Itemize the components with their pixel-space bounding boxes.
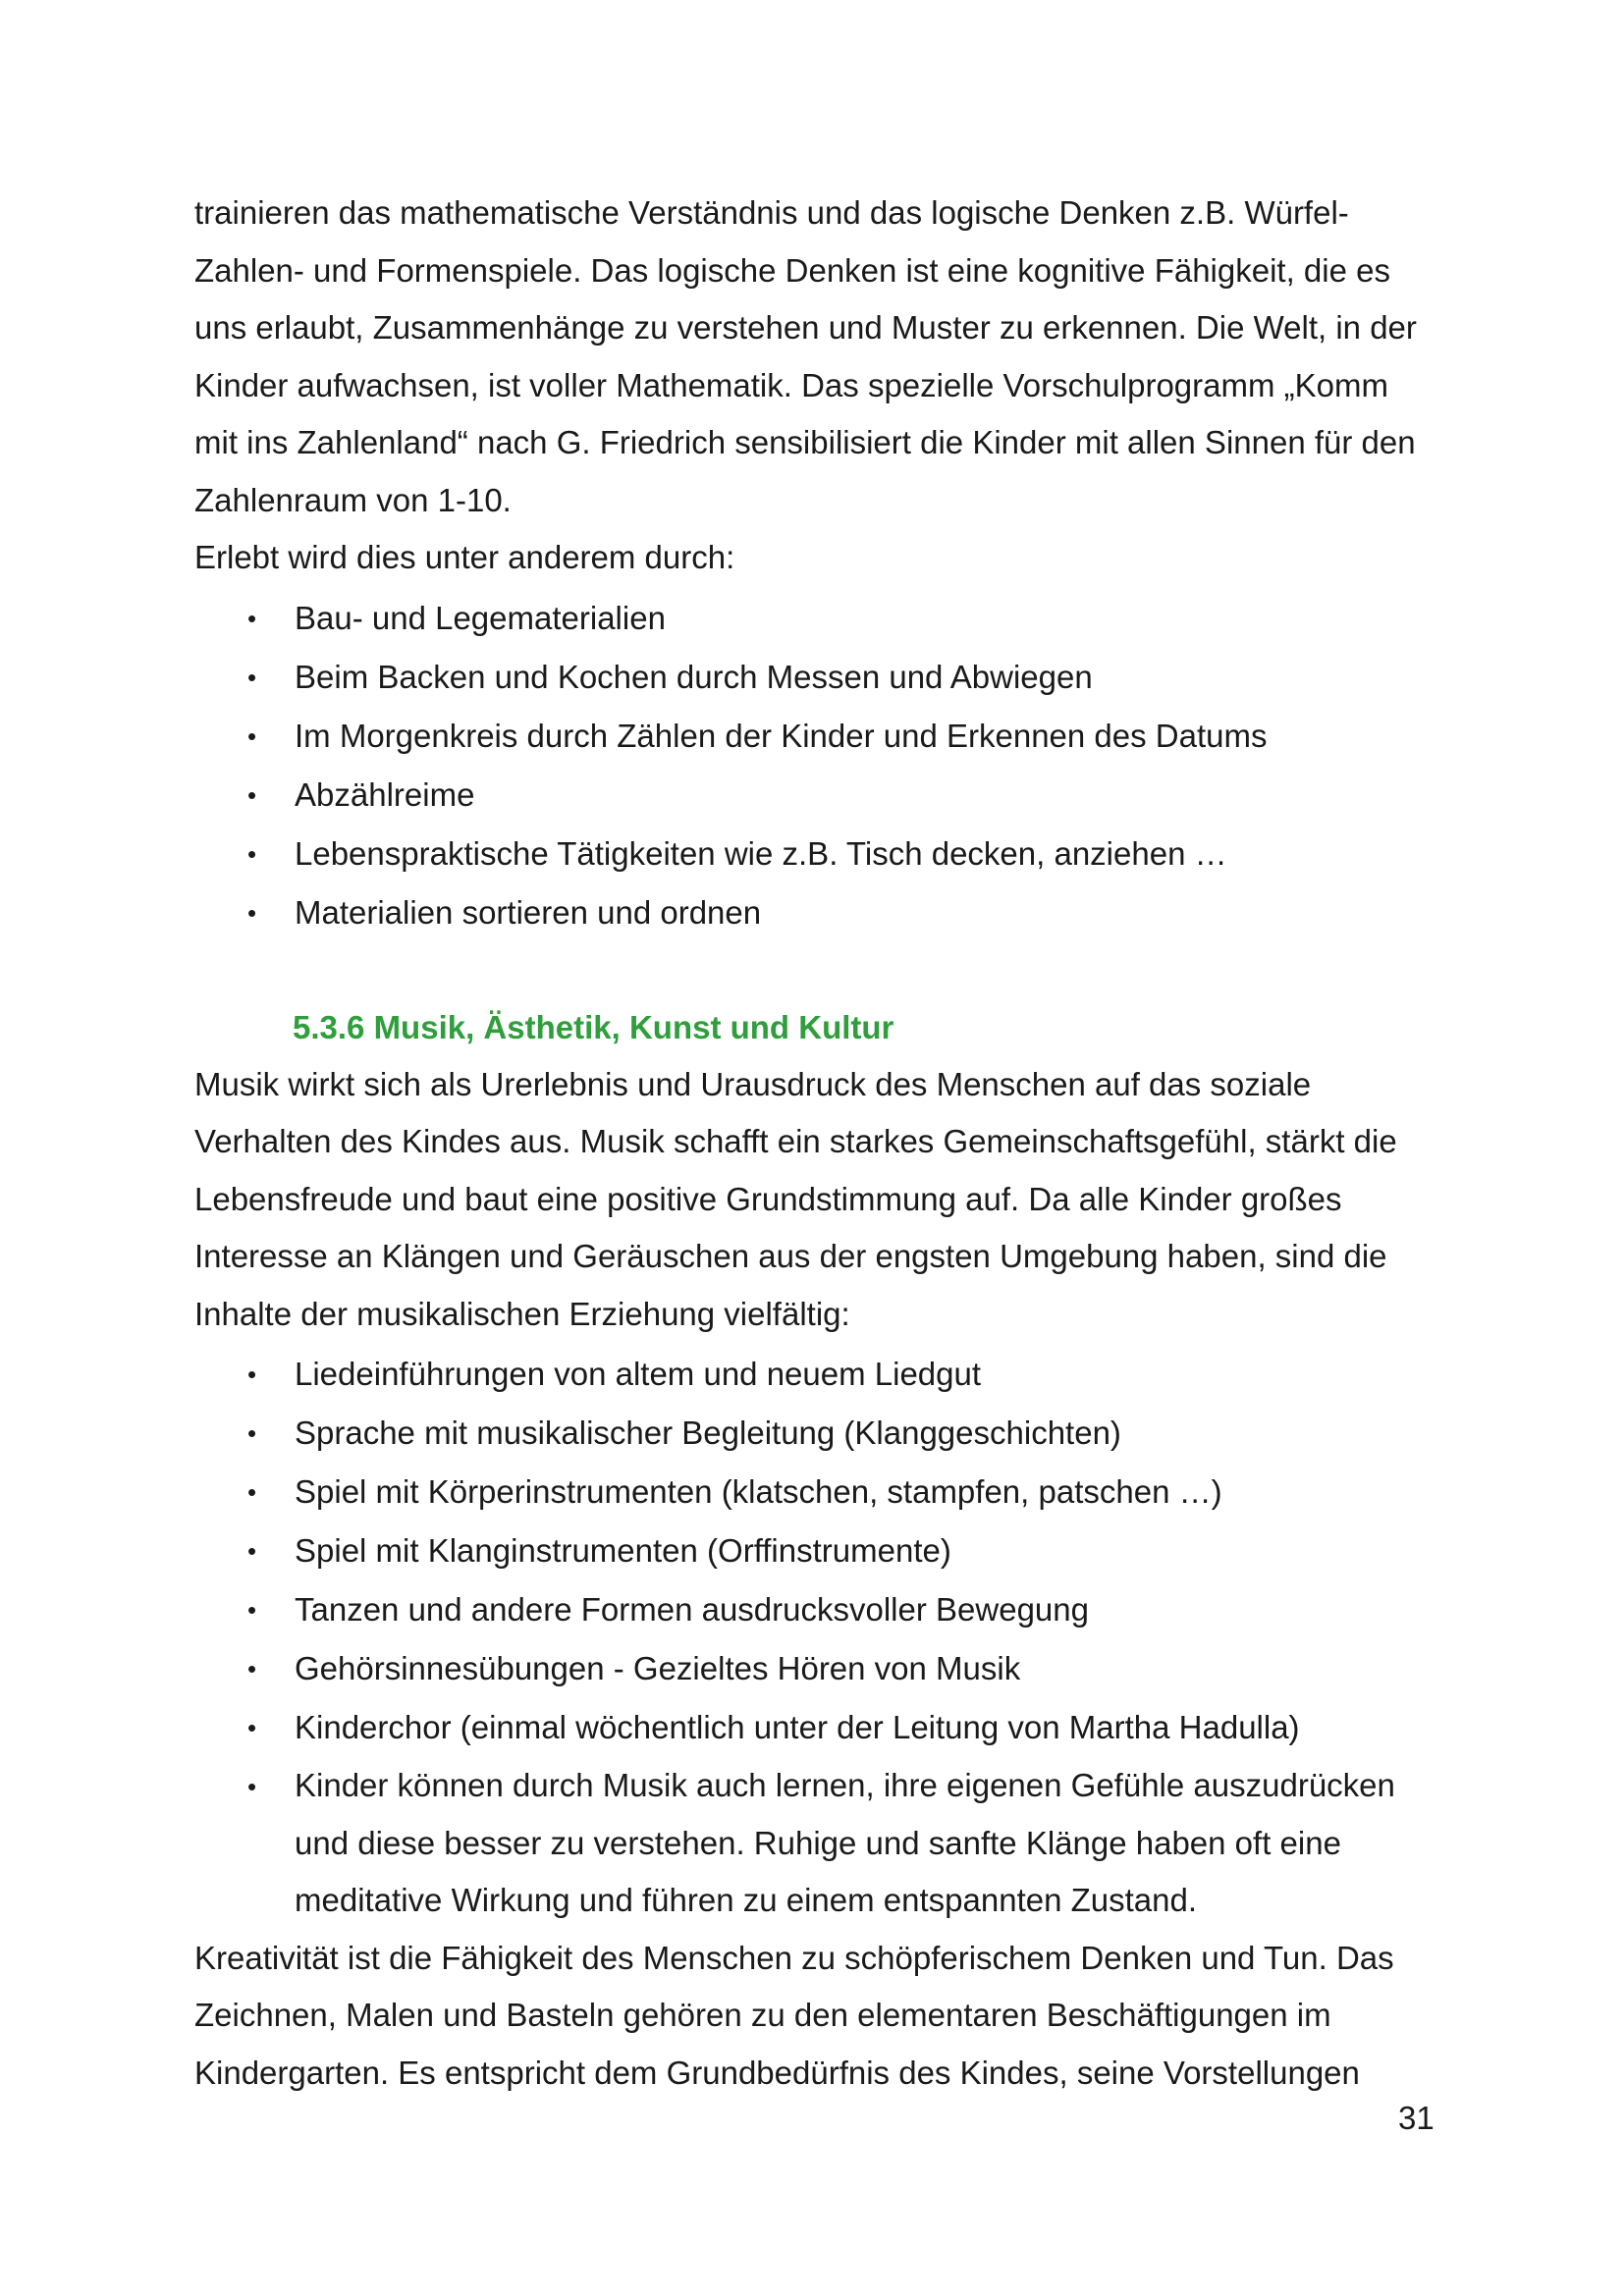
music-activities-list — [194, 1345, 1441, 1930]
list-item: • Kinderchor (einmal wöchentlich unter der Leitung von Martha Hadulla) — [194, 1698, 1441, 1757]
bullet-icon: • — [247, 1536, 257, 1566]
list-item: • Im Morgenkreis durch Zählen der Kinder und Erkennen des Datums — [194, 707, 1441, 766]
list-item: • Spiel mit Körperinstrumenten (klatschen, stampfen, patschen …) — [194, 1463, 1441, 1522]
list-item: • Lebenspraktische Tätigkeiten wie z.B. Tisch decken, anziehen … — [194, 825, 1441, 883]
list-item: • Bau- und Legematerialien — [194, 589, 1441, 648]
section-heading: 5.3.6 Musik, Ästhetik, Kunst und Kultur — [293, 1008, 894, 1045]
list-item: • Sprache mit musikalischer Begleitung (Klanggeschichten) — [194, 1404, 1441, 1463]
bullet-icon: • — [247, 1418, 257, 1448]
bullet-icon: • — [247, 721, 257, 751]
bullet-icon: • — [247, 779, 257, 810]
document-page — [194, 185, 1441, 2102]
creativity-paragraph: Kreativität ist die Fähigkeit des Menschen zu schöpferischem Denken und Tun. Das Zeichnen, Malen und Basteln gehören zu den elementaren Beschäftigungen im Kindergarten. Es entspricht dem Grundbedürfnis des Kindes, seine Vorstellungen — [194, 1939, 1394, 2091]
list-item: • Beim Backen und Kochen durch Messen und Abwiegen — [194, 648, 1441, 707]
bullet-icon: • — [247, 662, 257, 692]
bullet-icon: • — [247, 1477, 257, 1507]
bullet-icon: • — [247, 1360, 257, 1389]
bullet-icon: • — [247, 1772, 257, 1801]
math-activities-list — [194, 589, 1441, 942]
bullet-icon: • — [247, 603, 257, 633]
list-item: • Abzählreime — [194, 766, 1441, 825]
bullet-icon: • — [247, 1713, 257, 1742]
page-number: 31 — [1398, 2100, 1435, 2136]
bullet-icon: • — [247, 1595, 257, 1625]
bullet-icon: • — [247, 838, 257, 869]
music-paragraph: Musik wirkt sich als Urerlebnis und Urausdruck des Menschen auf das soziale Verhalten des Kindes aus. Musik schafft ein starkes Gemeinschaftsgefühl, stärkt die Lebensfreude und baut eine positive Grundstimmung auf. Da alle Kinder großes Interesse an Klängen und Geräuschen aus der engsten Umgebung haben, sind die Inhalte der musikalischen Erziehung vielfältig: — [194, 1065, 1397, 1332]
list-item: • Kinder können durch Musik auch lernen, ihre eigenen Gefühle auszudrücken und diese besser zu verstehen. Ruhige und sanfte Klänge haben oft eine meditative Wirkung und führen zu einem entspannten Zustand. — [194, 1757, 1441, 1930]
bullet-icon: • — [247, 897, 257, 928]
list-item: • Gehörsinnesübungen - Gezieltes Hören von Musik — [194, 1639, 1441, 1698]
bullet-icon: • — [247, 1654, 257, 1683]
list-item: • Tanzen und andere Formen ausdrucksvoller Bewegung — [194, 1580, 1441, 1639]
lead-in-text: Erlebt wird dies unter anderem durch: — [194, 539, 735, 575]
list-item: • Materialien sortieren und ordnen — [194, 883, 1441, 942]
list-item: • Liedeinführungen von altem und neuem Liedgut — [194, 1345, 1441, 1404]
intro-paragraph: trainieren das mathematische Verständnis und das logische Denken z.B. Würfel- Zahlen- und Formenspiele. Das logische Denken ist eine kognitive Fähigkeit, die es uns erlaubt, Zusammenhänge zu verstehen und Muster zu erkennen. Die Welt, in der Kinder aufwachsen, ist voller Mathematik. Das spezielle Vorschulprogramm „Komm mit ins Zahlenland“ nach G. Friedrich sensibilisiert die Kinder mit allen Sinnen für den Zahlenraum von 1-10. — [194, 194, 1417, 518]
list-item: • Spiel mit Klanginstrumenten (Orffinstrumente) — [194, 1522, 1441, 1580]
